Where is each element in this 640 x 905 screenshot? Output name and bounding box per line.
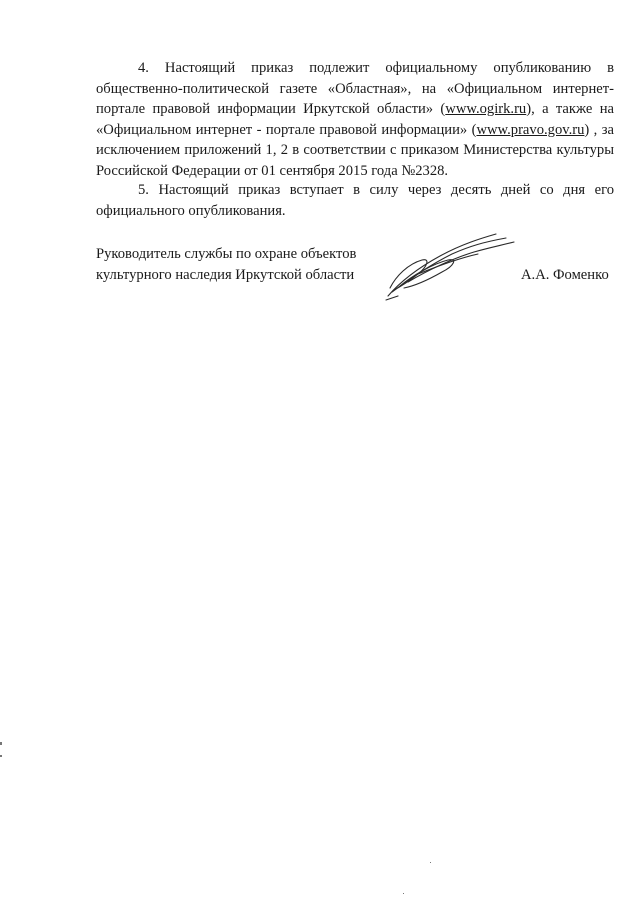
pravo-link[interactable]: www.pravo.gov.ru [476,121,585,138]
signatory-position-line-1: Руководитель службы по охране объектов [96,246,357,262]
signatory-name: А.А. Фоменко [521,267,609,283]
paragraph-4-text-start: 4. Настоящий приказ подлежит официальному опубликованию в общественно-политической газете «Областная», на «Официальном интернет-портале правовой информации Иркутской области» ( [96,60,614,117]
paragraph-5 [96,180,614,221]
signatory-position [96,244,386,286]
signatory-position-line-2: культурного наследия Иркутской области [96,267,355,283]
scan-speck [430,862,431,863]
paragraph-4-text-middle: ), а также на «Официальном интернет - портале правовой информации» ( [96,101,614,138]
scan-speck [0,742,2,745]
paragraph-4-text-end: ) , за исключением приложений 1, 2 в соответствии с приказом Министерства культуры Российской Федерации от 01 сентября 2015 года №2328. [96,121,614,179]
scan-speck [0,755,2,757]
paragraph-5-text: 5. Настоящий приказ вступает в силу через десять дней со дня его официального опубликования. [96,182,614,219]
paragraph-4 [96,58,614,181]
handwritten-signature [378,230,518,305]
scan-speck [403,893,404,894]
ogirk-link[interactable]: www.ogirk.ru [445,101,527,117]
